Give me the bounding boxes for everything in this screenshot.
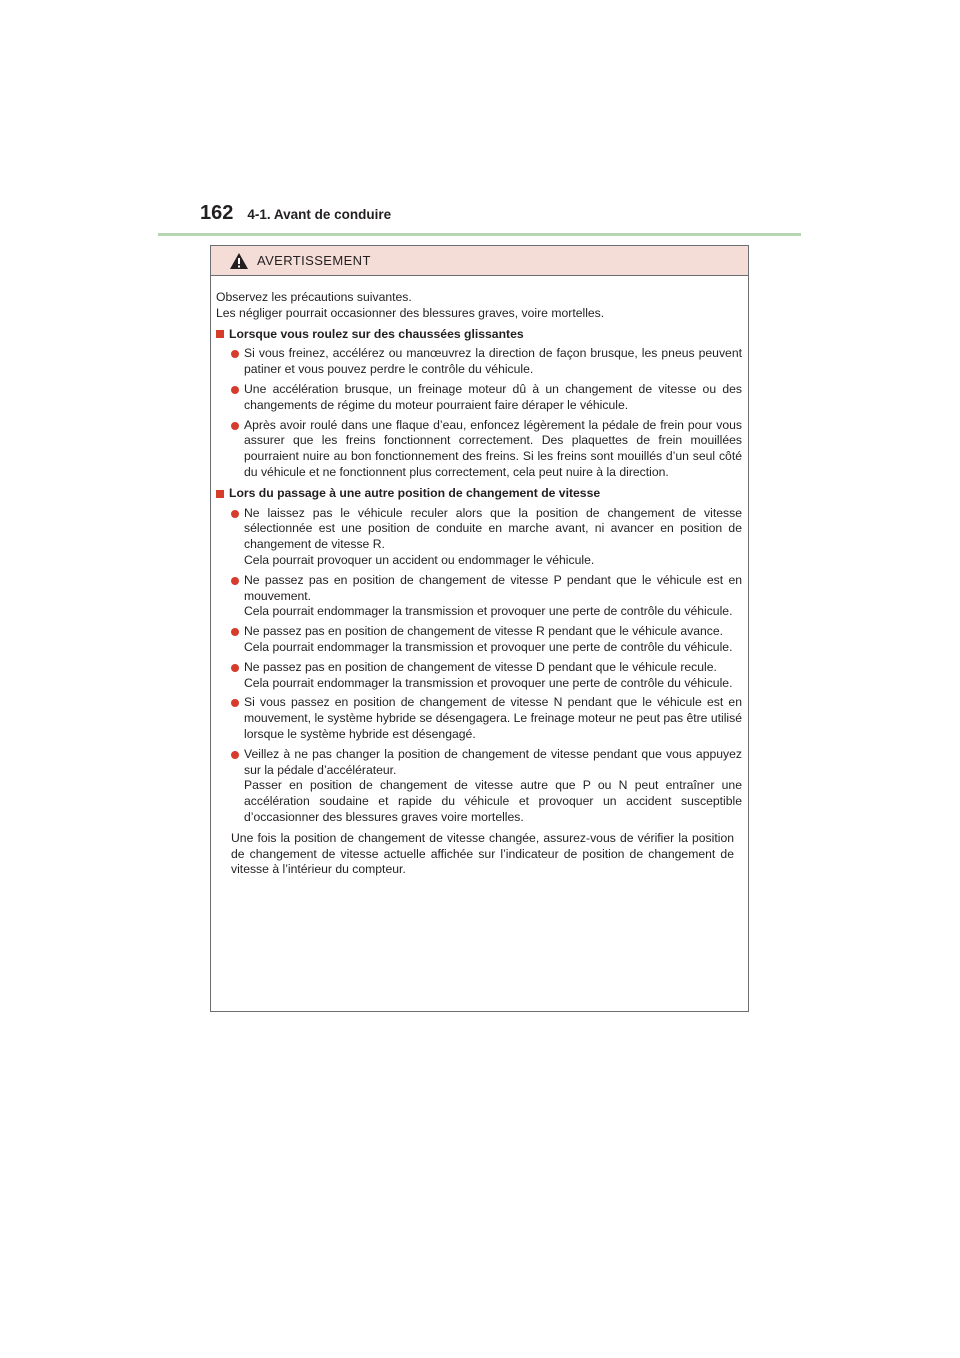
bullet-consequence: Cela pourrait endommager la transmission et provoquer une perte de contrôle du véhicule.	[244, 639, 733, 654]
circle-bullet-icon	[231, 628, 239, 636]
bullet-item	[231, 506, 742, 569]
circle-bullet-icon	[231, 350, 239, 358]
bullet-item	[231, 346, 742, 378]
closing-note: Une fois la position de changement de vitesse changée, assurez-vous de vérifier la position de changement de vitesse actuelle affichée sur l’indicateur de position de changement de vitesse à l’intérieur du compteur.	[231, 830, 734, 877]
bullet-consequence: Cela pourrait endommager la transmission et provoquer une perte de contrôle du véhicule.	[244, 675, 733, 690]
bullet-consequence: Cela pourrait endommager la transmission et provoquer une perte de contrôle du véhicule.	[244, 604, 733, 619]
bullet-consequence: Cela pourrait provoquer un accident ou endommager le véhicule.	[244, 552, 595, 567]
bullet-item	[231, 573, 742, 620]
bullet-item	[231, 382, 742, 414]
intro-line: Les négliger pourrait occasionner des blessures graves, voire mortelles.	[216, 305, 605, 320]
page-number: 162	[200, 202, 234, 224]
square-bullet-icon	[216, 330, 224, 338]
intro-line: Observez les précautions suivantes.	[216, 290, 412, 304]
bullet-text: Ne passez pas en position de changement de vitesse R pendant que le véhicule avance.	[244, 624, 724, 639]
bullet-item	[231, 695, 742, 742]
header-rule	[158, 233, 801, 236]
bullet-text: Veillez à ne pas changer la position de changement de vitesse pendant que vous appuyez sur la pédale d’accélérateur.	[244, 746, 742, 777]
bullet-item	[231, 418, 742, 481]
warning-intro	[216, 290, 742, 322]
warning-title: AVERTISSEMENT	[257, 253, 371, 268]
warning-header	[211, 246, 748, 276]
circle-bullet-icon	[231, 577, 239, 585]
bullet-item	[231, 747, 742, 826]
circle-bullet-icon	[231, 386, 239, 394]
bullet-text: Une accélération brusque, un freinage moteur dû à un changement de vitesse ou des changements de régime du moteur pourraient faire déraper le véhicule.	[244, 381, 742, 412]
section-heading-text: Lors du passage à une autre position de changement de vitesse	[229, 485, 601, 500]
bullet-text: Ne passez pas en position de changement de vitesse P pendant que le véhicule est en mouvement.	[244, 572, 742, 603]
circle-bullet-icon	[231, 510, 239, 518]
section-title: 4-1. Avant de conduire	[247, 207, 392, 222]
section-heading	[216, 486, 742, 502]
circle-bullet-icon	[231, 664, 239, 672]
bullet-consequence: Passer en position de changement de vitesse autre que P ou N peut entraîner une accélération soudaine et rapide du véhicule et provoquer un accident susceptible d’occasionner des blessures graves voire mortelles.	[244, 778, 742, 824]
bullet-text: Si vous freinez, accélérez ou manœuvrez la direction de façon brusque, les pneus peuvent patiner et vous pouvez perdre le contrôle du véhicule.	[244, 346, 742, 377]
bullet-item	[231, 660, 742, 692]
section-heading-text: Lorsque vous roulez sur des chaussées glissantes	[229, 326, 524, 341]
circle-bullet-icon	[231, 751, 239, 759]
warning-box	[210, 245, 749, 1012]
warning-triangle-icon	[229, 252, 249, 270]
page-header	[200, 202, 391, 225]
warning-body	[211, 276, 748, 878]
bullet-item	[231, 624, 742, 656]
circle-bullet-icon	[231, 422, 239, 430]
bullet-text: Si vous passez en position de changement de vitesse N pendant que le véhicule est en mouvement, le système hybride se désengagera. Le freinage moteur ne peut pas être utilisé lorsque le système hybride est désengagé.	[244, 695, 742, 741]
bullet-text: Ne laissez pas le véhicule reculer alors que la position de changement de vitesse sélectionnée est une position de conduite en marche avant, ni avancer en position de changement de vitesse R.	[244, 505, 742, 552]
circle-bullet-icon	[231, 699, 239, 707]
square-bullet-icon	[216, 490, 224, 498]
bullet-text: Après avoir roulé dans une flaque d’eau, enfoncez légèrement la pédale de frein pour vous assurer que les freins fonctionnent correctement. Des plaquettes de frein mouillées pourraient nuire au bon fonctionnement des freins. Si les freins sont mouillés d’un seul côté du véhicule et ne fonctionnent plus correctement, cela peut nuire à la direction.	[244, 417, 742, 479]
bullet-text: Ne passez pas en position de changement de vitesse D pendant que le véhicule recule.	[244, 659, 717, 674]
section-heading	[216, 327, 742, 343]
